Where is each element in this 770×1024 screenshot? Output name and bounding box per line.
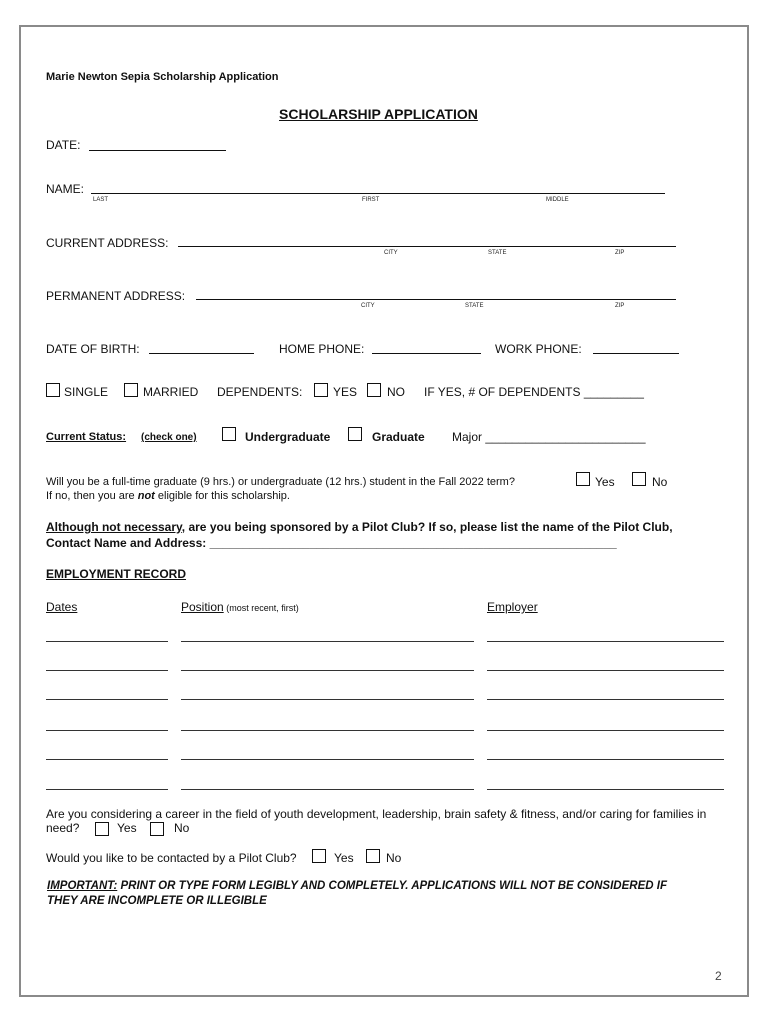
dependents-label: DEPENDENTS: [217,385,303,399]
graduate-checkbox[interactable] [348,427,362,441]
contact-no-checkbox[interactable] [366,849,380,863]
org-title: Marie Newton Sepia Scholarship Application [46,71,279,83]
page-number: 2 [715,969,722,983]
permanent-address-field[interactable] [196,299,676,300]
row-3-dates[interactable] [46,699,168,700]
contact-no-label: No [386,851,402,865]
undergraduate-label: Undergraduate [245,430,331,444]
row-4-position[interactable] [181,730,474,731]
date-label: DATE: [46,138,81,152]
permanent-address-label: PERMANENT ADDRESS: [46,289,186,303]
current-address-label: CURRENT ADDRESS: [46,236,169,250]
sponsor-contact-field[interactable]: Contact Name and Address: _____________________________________________________________ [46,536,617,550]
row-6-position[interactable] [181,789,474,790]
col-dates: Dates [46,600,78,614]
career-question-line2: need? [46,821,80,835]
row-5-position[interactable] [181,759,474,760]
single-label: SINGLE [64,385,109,399]
permanent-state-caption: STATE [465,303,484,309]
row-6-dates[interactable] [46,789,168,790]
name-field[interactable] [91,193,665,194]
name-first-caption: FIRST [362,197,380,203]
date-field[interactable] [89,150,226,151]
employment-heading: EMPLOYMENT RECORD [46,567,187,581]
home-phone-field[interactable] [372,353,481,354]
graduate-label: Graduate [372,430,425,444]
current-status-label: Current Status: [46,431,127,443]
fulltime-no-label: No [652,475,668,489]
career-no-label: No [174,821,190,835]
row-4-employer[interactable] [487,730,724,731]
row-1-dates[interactable] [46,641,168,642]
career-yes-checkbox[interactable] [95,822,109,836]
fulltime-question: Will you be a full-time graduate (9 hrs.) or undergraduate (12 hrs.) student in the Fall 2022 term? [46,476,515,488]
fulltime-yes-label: Yes [595,475,615,489]
major-field[interactable]: Major ________________________ [452,430,646,444]
row-6-employer[interactable] [487,789,724,790]
row-5-dates[interactable] [46,759,168,760]
sponsor-question: Although not necessary, are you being sponsored by a Pilot Club? If so, please list the name of the Pilot Club, [46,520,673,534]
row-1-position[interactable] [181,641,474,642]
contact-yes-label: Yes [334,851,354,865]
row-4-dates[interactable] [46,730,168,731]
important-notice: IMPORTANT: PRINT OR TYPE FORM LEGIBLY AND COMPLETELY. APPLICATIONS WILL NOT BE CONSIDERED IF [47,880,667,892]
single-checkbox[interactable] [46,383,60,397]
dependents-yes-label: YES [333,385,358,399]
current-zip-caption: ZIP [615,250,625,256]
contact-yes-checkbox[interactable] [312,849,326,863]
work-phone-field[interactable] [593,353,679,354]
row-5-employer[interactable] [487,759,724,760]
dependents-no-label: NO [387,385,405,399]
career-yes-label: Yes [117,821,137,835]
name-last-caption: LAST [93,197,109,203]
row-1-employer[interactable] [487,641,724,642]
fulltime-note: If no, then you are not eligible for this scholarship. [46,490,290,502]
fulltime-no-checkbox[interactable] [632,472,646,486]
name-label: NAME: [46,182,85,196]
row-3-employer[interactable] [487,699,724,700]
name-middle-caption: MIDDLE [546,197,569,203]
dependents-no-checkbox[interactable] [367,383,381,397]
form-title: SCHOLARSHIP APPLICATION [279,106,478,122]
dependents-count-field[interactable]: IF YES, # OF DEPENDENTS _________ [424,385,644,399]
home-phone-label: HOME PHONE: [279,342,365,356]
married-label: MARRIED [143,385,199,399]
career-no-checkbox[interactable] [150,822,164,836]
dependents-yes-checkbox[interactable] [314,383,328,397]
dob-label: DATE OF BIRTH: [46,342,140,356]
row-2-dates[interactable] [46,670,168,671]
dob-field[interactable] [149,353,254,354]
row-2-position[interactable] [181,670,474,671]
row-3-position[interactable] [181,699,474,700]
current-state-caption: STATE [488,250,507,256]
row-2-employer[interactable] [487,670,724,671]
col-position: Position (most recent, first) [181,600,299,614]
permanent-city-caption: CITY [361,303,375,309]
col-employer: Employer [487,600,538,614]
undergraduate-checkbox[interactable] [222,427,236,441]
career-question: Are you considering a career in the field of youth development, leadership, brain safety & fitness, and/or caring for families in [46,807,707,821]
current-city-caption: CITY [384,250,398,256]
important-notice-line2: THEY ARE INCOMPLETE OR ILLEGIBLE [47,895,267,907]
current-address-field[interactable] [178,246,676,247]
fulltime-yes-checkbox[interactable] [576,472,590,486]
work-phone-label: WORK PHONE: [495,342,582,356]
married-checkbox[interactable] [124,383,138,397]
check-one-note: (check one) [141,432,197,443]
contact-question: Would you like to be contacted by a Pilot Club? [46,851,297,865]
permanent-zip-caption: ZIP [615,303,625,309]
